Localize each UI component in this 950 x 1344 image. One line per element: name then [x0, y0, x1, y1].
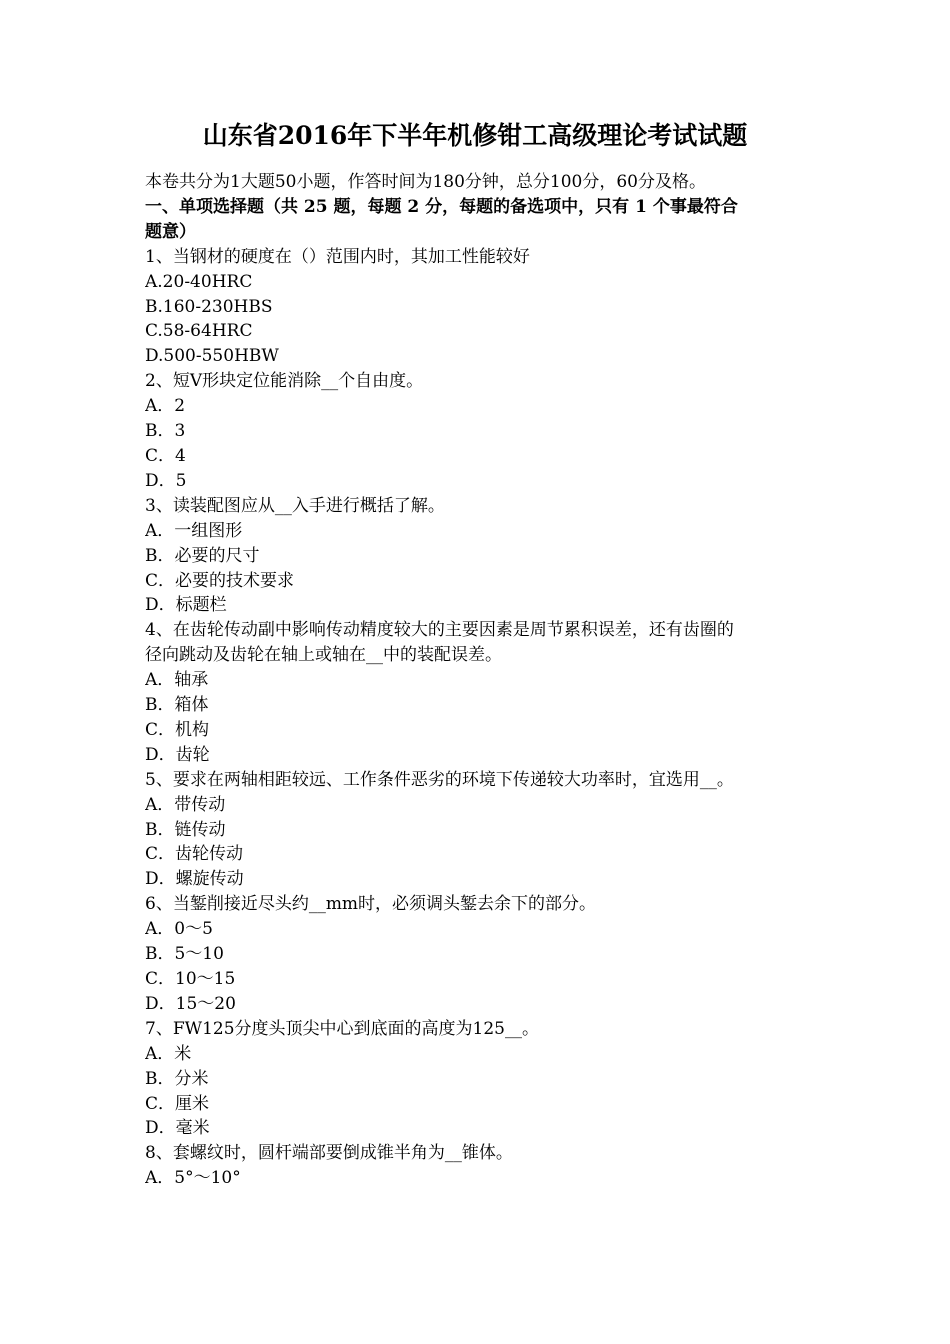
document-title: 山东省2016年下半年机修钳工高级理论考试试题	[202, 121, 748, 150]
option-c: C．4	[145, 445, 186, 466]
option-c: C．厘米	[145, 1093, 210, 1114]
section-heading: 一、单项选择题（共 25 题，每题 2 分，每题的备选项中，只有 1 个事最符合	[145, 196, 738, 217]
question-stem: 3、读装配图应从__入手进行概括了解。	[145, 495, 445, 516]
question-stem: 5、要求在两轴相距较远、工作条件恶劣的环境下传递较大功率时，宜选用__。	[145, 769, 734, 790]
option-a: A．5°～10°	[145, 1168, 241, 1189]
question-stem: 1、当钢材的硬度在（）范围内时，其加工性能较好	[145, 246, 530, 267]
question-stem: 4、在齿轮传动副中影响传动精度较大的主要因素是周节累积误差，还有齿圈的	[145, 620, 734, 641]
option-d: D．齿轮	[145, 744, 210, 765]
exam-intro: 本卷共分为1大题50小题，作答时间为180分钟，总分100分，60分及格。	[145, 172, 706, 192]
question-6	[145, 892, 810, 1017]
option-b: B．5～10	[145, 944, 224, 965]
option-c: C．齿轮传动	[145, 844, 244, 865]
option-a: A．带传动	[145, 794, 226, 815]
question-1	[145, 245, 810, 370]
option-d: D．15～20	[145, 993, 236, 1014]
option-b: B．链传动	[145, 819, 226, 840]
document-body	[145, 170, 810, 1191]
option-c: C．必要的技术要求	[145, 570, 295, 591]
option-d: D．5	[145, 470, 187, 491]
question-stem: 6、当錾削接近尽头约__mm时，必须调头錾去余下的部分。	[145, 894, 597, 915]
option-d: D．标题栏	[145, 595, 227, 616]
option-b: B．箱体	[145, 695, 209, 716]
question-5	[145, 768, 810, 893]
option-c: C．机构	[145, 719, 210, 740]
option-d: D．螺旋传动	[145, 869, 244, 890]
option-c: C．10～15	[145, 969, 236, 989]
question-8	[145, 1141, 810, 1191]
question-7	[145, 1017, 810, 1142]
question-stem: 2、短V形块定位能消除__个自由度。	[145, 371, 424, 392]
option-a: A．一组图形	[145, 520, 243, 541]
option-a: A．轴承	[145, 670, 209, 691]
question-3	[145, 494, 810, 619]
question-2	[145, 369, 810, 494]
option-b: B．分米	[145, 1068, 209, 1089]
option-a: A.20-40HRC	[145, 271, 253, 292]
option-a: A．米	[145, 1043, 192, 1064]
question-4	[145, 618, 810, 767]
option-a: A．2	[145, 396, 186, 417]
question-stem-cont: 径向跳动及齿轮在轴上或轴在__中的装配误差。	[145, 645, 502, 666]
section-heading-cont: 题意）	[145, 221, 196, 242]
option-d: D.500-550HBW	[145, 346, 279, 367]
question-stem: 7、FW125分度头顶尖中心到底面的高度为125__。	[145, 1018, 539, 1039]
option-d: D．毫米	[145, 1118, 210, 1139]
option-a: A．0～5	[145, 919, 213, 940]
option-b: B.160-230HBS	[145, 296, 273, 317]
question-stem: 8、套螺纹时，圆杆端部要倒成锥半角为__锥体。	[145, 1143, 513, 1164]
option-b: B．必要的尺寸	[145, 545, 260, 566]
option-b: B．3	[145, 421, 186, 442]
option-c: C.58-64HRC	[145, 321, 253, 342]
